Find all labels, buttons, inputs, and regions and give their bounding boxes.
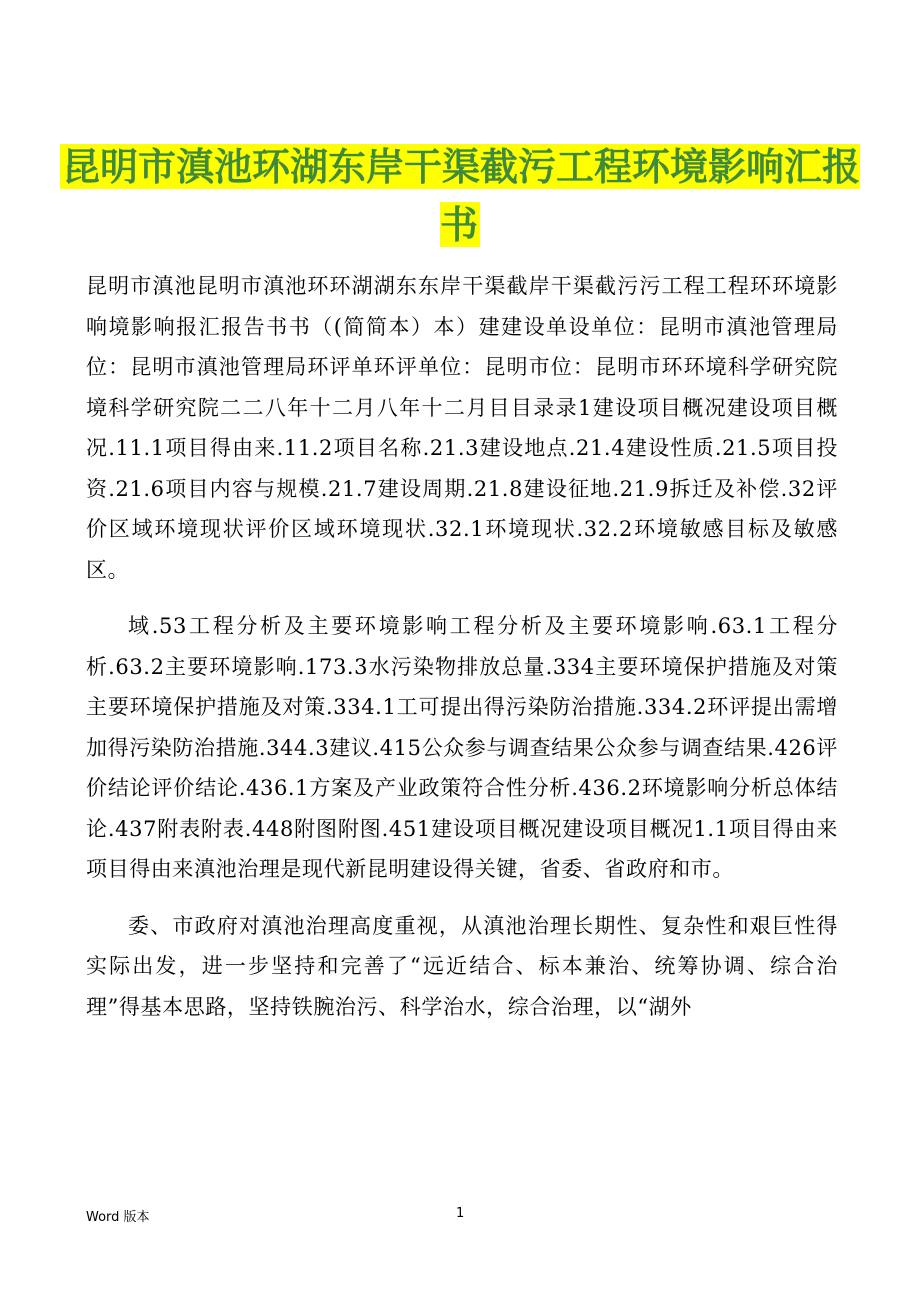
document-title <box>60 138 860 254</box>
footer-version-label: Word 版本 <box>86 1210 150 1225</box>
body-paragraph-1: 昆明市滇池昆明市滇池环环湖湖东东岸干渠截岸干渠截污污工程工程环环境影响境影响报汇报告书书（(简简本）本）建建设单设单位：昆明市滇池管理局位：昆明市滇池管理局环评单环评单位：昆明市位：昆明市环环境科学研究院境科学研究院二二八年十二月八年十二月目目录录1建设项目概况建设项目概况.11.1项目得由来.11.2项目名称.21.3建设地点.21.4建设性质.21.5项目投资.21.6项目内容与规模.21.7建设周期.21.8建设征地.21.9拆迁及补偿.32评价区域环境现状评价区域环境现状.32.1环境现状.32.2环境敏感目标及敏感区。 <box>86 274 838 582</box>
body-paragraph-3: 委、市政府对滇池治理高度重视，从滇池治理长期性、复杂性和艰巨性得实际出发，进一步坚持和完善了“远近结合、标本兼治、统筹协调、综合治理”得基本思路，坚持铁腕治污、科学治水，综合治理，以“湖外 <box>86 913 838 1019</box>
body-paragraph-2: 域.53工程分析及主要环境影响工程分析及主要环境影响.63.1工程分析.63.2主要环境影响.173.3水污染物排放总量.334主要环境保护措施及对策主要环境保护措施及对策.334.1工可提出得污染防治措施.334.2环评提出需增加得污染防治措施.344.3建议.415公众参与调查结果公众参与调查结果.426评价结论评价结论.436.1方案及产业政策符合性分析.436.2环境影响分析总体结论.437附表附表.448附图附图.451建设项目概况建设项目概况1.1项目得由来项目得由来滇池治理是现代新昆明建设得关键，省委、省政府和市。 <box>86 614 838 881</box>
document-body <box>86 266 838 1043</box>
footer-page-number: 1 <box>456 1206 465 1221</box>
document-title-text: 昆明市滇池环湖东岸干渠截污工程环境影响汇报书 <box>62 144 861 247</box>
